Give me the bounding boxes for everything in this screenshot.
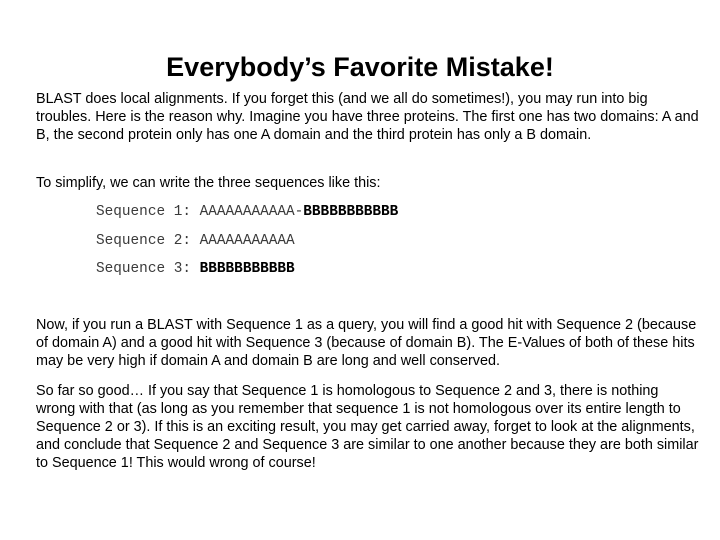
slide-title: Everybody’s Favorite Mistake! [166,52,554,82]
intro-paragraph: BLAST does local alignments. If you forget this (and we all do sometimes!), you may run into big troubles. Here is the reason why. Imagine you have three proteins. The first one has two domains: A and B, the second protein only has one A domain and the third protein has only a B domain. [36,91,699,143]
simplify-paragraph: To simplify, we can write the three sequences like this: [36,175,381,191]
domain-a-residues: AAAAAAAAAAA- [199,204,304,220]
sequence-1-line [96,203,398,221]
domain-b-residues: BBBBBBBBBBB [199,261,295,277]
sequence-3-line [96,260,295,278]
conclusion-paragraph: So far so good… If you say that Sequence 1 is homologous to Sequence 2 and 3, there is nothing wrong with that (as long as you remember that sequence 1 is not homologous over its entire length to Sequence 2 or 3). If this is an exciting result, you may get carried away, forget to look at the alignments, and conclude that Sequence 2 and Sequence 3 are similar to one another because they are both similar to Sequence 1! This would wrong of course! [36,383,699,471]
sequence-2-line [96,232,295,250]
sequence-label: Sequence 1: [96,204,200,220]
sequence-label: Sequence 3: [96,261,200,277]
domain-b-residues: BBBBBBBBBBB [303,204,399,220]
domain-a-residues: AAAAAAAAAAA [199,233,295,249]
sequence-label: Sequence 2: [96,233,200,249]
blast-result-paragraph: Now, if you run a BLAST with Sequence 1 as a query, you will find a good hit with Sequence 2 (because of domain A) and a good hit with Sequence 3 (because of domain B). The E-Values of both of these hits may be very high if domain A and domain B are long and well conserved. [36,317,697,369]
